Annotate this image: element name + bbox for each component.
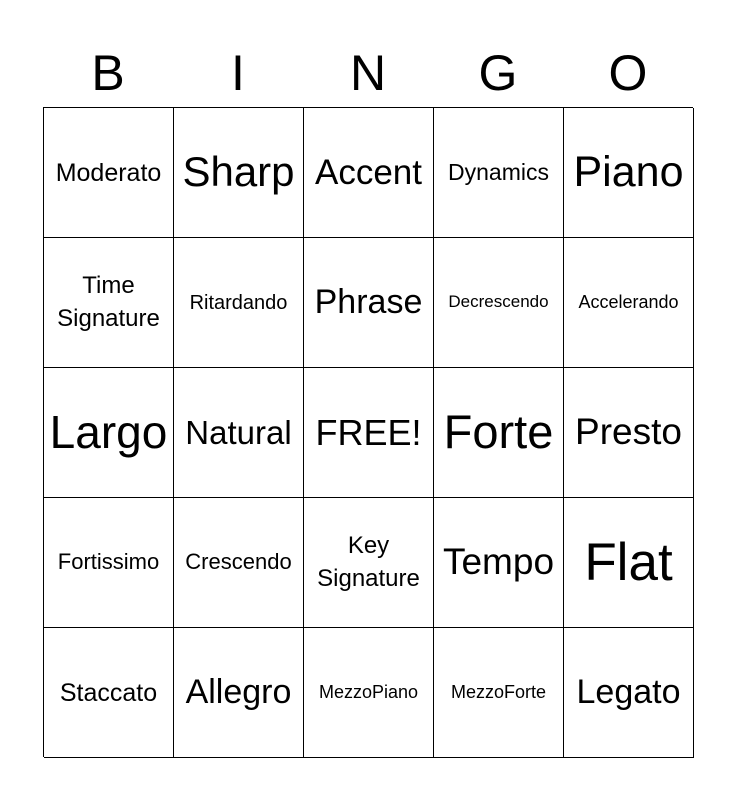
cell-label: Accent [315, 152, 422, 192]
bingo-cell-r5c3[interactable] [304, 628, 434, 758]
cell-label: Dynamics [448, 158, 549, 185]
bingo-cell-r2c1[interactable] [44, 238, 174, 368]
cell-label: Legato [576, 673, 681, 712]
cell-label: Time Signature [57, 272, 160, 332]
cell-label: MezzoForte [450, 681, 547, 702]
header-letter-n: N [349, 45, 387, 101]
cell-label: Moderato [55, 158, 162, 187]
bingo-cell-r2c2[interactable] [174, 238, 304, 368]
cell-label: Ritardando [189, 291, 288, 314]
bingo-cell-r5c4[interactable] [434, 628, 564, 758]
cell-label: Fortissimo [57, 549, 160, 575]
cell-label: Natural [185, 413, 292, 451]
bingo-header [43, 40, 693, 106]
cell-label: Forte [443, 405, 554, 459]
bingo-cell-r5c1[interactable] [44, 628, 174, 758]
cell-label: Crescendo [185, 549, 292, 575]
bingo-cell-r4c5[interactable] [564, 498, 694, 628]
cell-label: Decrescendo [448, 292, 549, 312]
cell-label: Flat [584, 532, 673, 592]
bingo-cell-r3c5[interactable] [564, 368, 694, 498]
cell-label: Allegro [185, 673, 292, 712]
bingo-cell-r4c3[interactable] [304, 498, 434, 628]
cell-label: Tempo [442, 541, 555, 583]
bingo-cell-r1c3[interactable] [304, 108, 434, 238]
bingo-cell-r3c1[interactable] [44, 368, 174, 498]
bingo-cell-r2c5[interactable] [564, 238, 694, 368]
cell-label: FREE! [315, 411, 422, 453]
cell-label: Key Signature [317, 532, 420, 592]
cell-label: Largo [49, 405, 168, 458]
bingo-board [43, 107, 693, 757]
bingo-cell-r1c4[interactable] [434, 108, 564, 238]
header-letter-b: B [91, 45, 125, 101]
cell-label: Sharp [182, 148, 295, 196]
bingo-cell-r4c4[interactable] [434, 498, 564, 628]
cell-label: Phrase [314, 283, 423, 322]
cell-label: Staccato [59, 678, 158, 707]
bingo-cell-r2c4[interactable] [434, 238, 564, 368]
bingo-cell-r3c2[interactable] [174, 368, 304, 498]
bingo-cell-r5c2[interactable] [174, 628, 304, 758]
bingo-cell-r3c4[interactable] [434, 368, 564, 498]
bingo-cell-r5c5[interactable] [564, 628, 694, 758]
bingo-cell-r1c5[interactable] [564, 108, 694, 238]
cell-label: Presto [575, 411, 682, 453]
cell-label: Piano [573, 147, 684, 196]
bingo-cell-r1c1[interactable] [44, 108, 174, 238]
header-letter-o: O [608, 45, 648, 101]
header-letter-i: I [231, 45, 245, 101]
bingo-cell-r3c3[interactable] [304, 368, 434, 498]
bingo-cell-r1c2[interactable] [174, 108, 304, 238]
header-letter-g: G [478, 45, 518, 101]
cell-label: Accelerando [578, 291, 679, 312]
bingo-cell-r4c2[interactable] [174, 498, 304, 628]
bingo-cell-r2c3[interactable] [304, 238, 434, 368]
bingo-cell-r4c1[interactable] [44, 498, 174, 628]
cell-label: MezzoPiano [318, 681, 419, 702]
